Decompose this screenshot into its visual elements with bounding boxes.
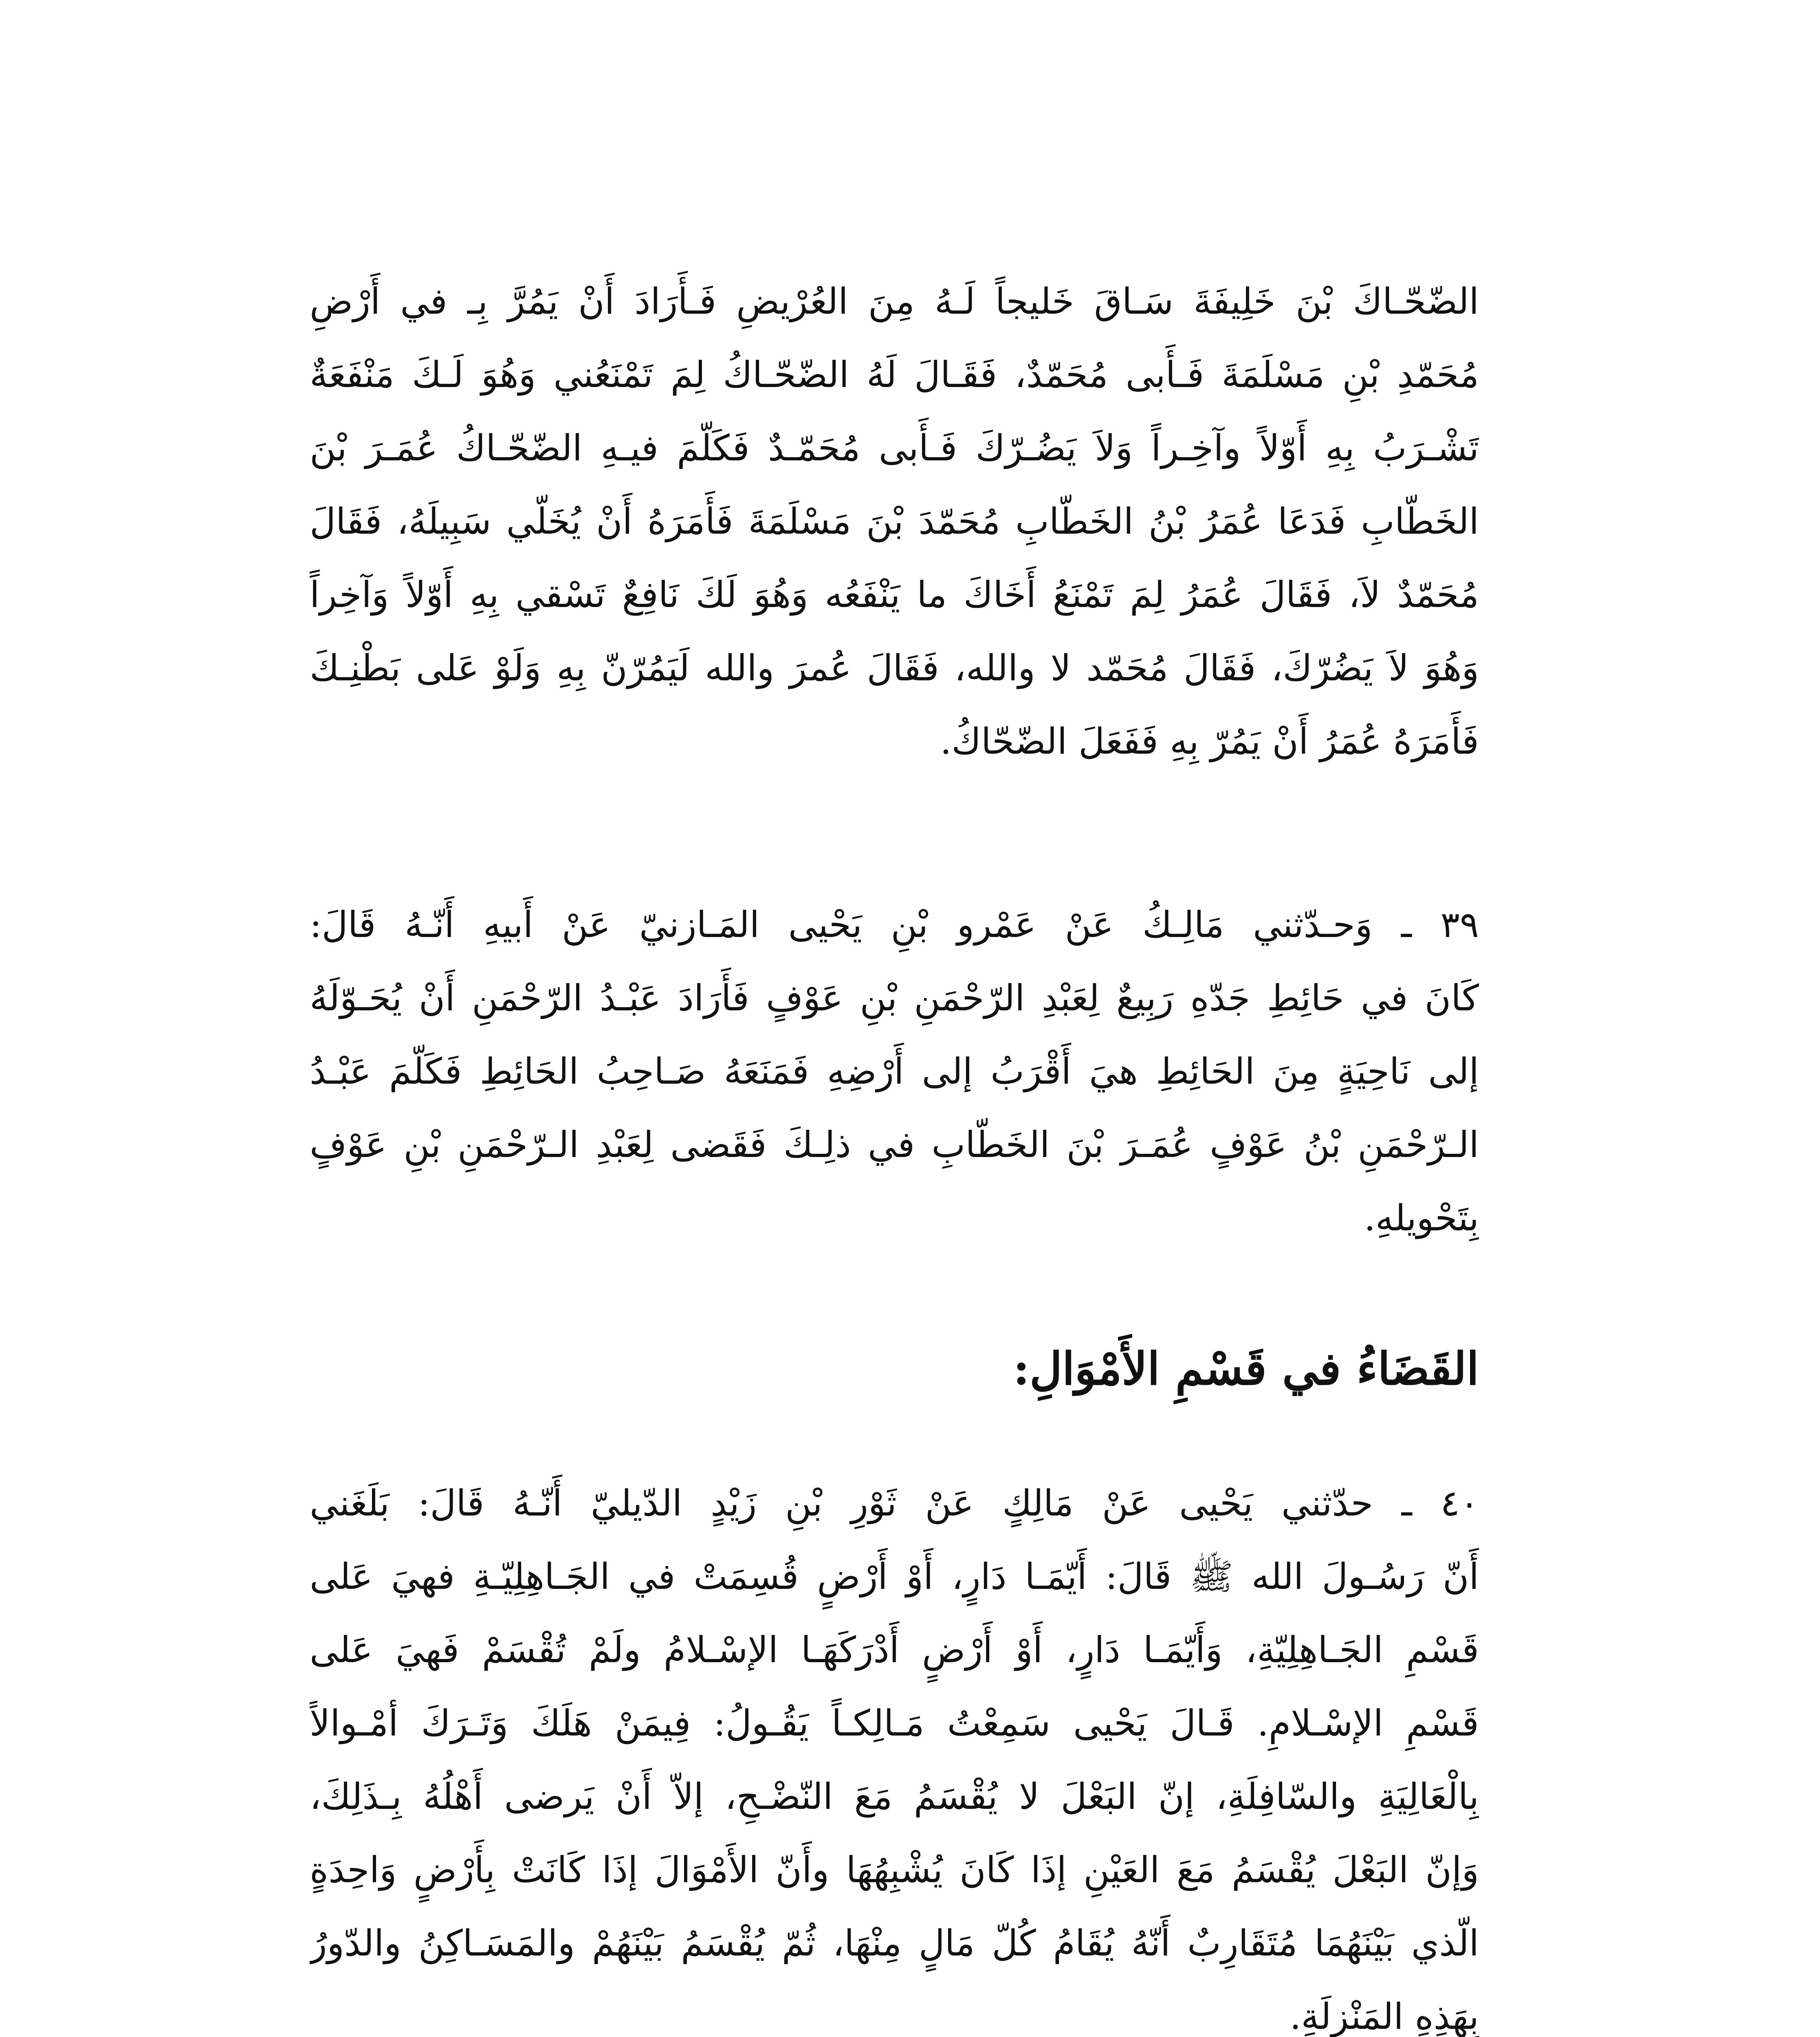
text-line: مُحَمّدِ بْنِ مَسْلَمَةَ فَـأَبى مُحَمّدٌ، فَقَـالَ لَهُ الضّحّـاكُ لِمَ تَمْنَعُني وَهُوَ لَـكَ مَنْفَعَةٌ bbox=[310, 354, 1479, 396]
text-line: مُحَمّدٌ لاَ، فَقَالَ عُمَرُ لِمَ تَمْنَعُ أَخَاكَ ما يَنْفَعُه وَهُوَ لَكَ نَافِعٌ تَسْقي بِهِ أَوّلاً وَآخِراً bbox=[310, 574, 1479, 616]
text-line: ٣٩ ـ وَحـدّثني مَالِـكُ عَنْ عَمْرو بْنِ يَحْيى المَـازنيّ عَنْ أَبيهِ أَنّـهُ قَالَ: bbox=[310, 904, 1479, 946]
paragraph-continuation bbox=[310, 265, 1479, 778]
text-line: بِالْعَالِيَةِ والسّافِلَةِ، إنّ البَعْلَ لا يُقْسَمُ مَعَ النّضْـحِ، إلاّ أَنْ يَرضى أَهْلُهُ بِـذَلِكَ، bbox=[310, 1775, 1479, 1817]
text-line: بِتَحْويلهِ. bbox=[1364, 1197, 1479, 1239]
text-line: فَأَمَرَهُ عُمَرُ أَنْ يَمُرّ بِهِ فَفَعَلَ الضّحّاكُ. bbox=[940, 720, 1479, 762]
text-line: إلى نَاحِيَةٍ مِنَ الحَائِطِ هيَ أَقْرَبُ إلى أَرْضِهِ فَمَنَعَهُ صَـاحِبُ الحَائِطِ فَكَلّمَ عَبْـدُ bbox=[310, 1050, 1479, 1092]
text-line: تَشْـرَبُ بِهِ أَوّلاً وآخِـراً وَلاَ يَضُـرّكَ فَـأَبى مُحَمّـدٌ فَكَلّمَ فيـهِ الضّحّـاكُ عُمَـرَ بْنَ bbox=[310, 427, 1479, 469]
text-line: قَسْمِ الجَـاهِلِيّةِ، وَأَيّمَـا دَارٍ، أَوْ أَرْضٍ أَدْرَكَهَـا الإسْـلامُ ولَمْ تُقْسَمْ فَهيَ عَلى bbox=[310, 1629, 1479, 1671]
text-line: الضّحّـاكَ بْنَ خَلِيفَةَ سَـاقَ خَليجاً لَـهُ مِنَ العُرْيضِ فَـأَرَادَ أَنْ يَمُرَّ بِـ في أَرْضِ bbox=[310, 280, 1479, 322]
text-line: أَنّ رَسُـولَ الله ﷺ قَالَ: أَيّمَـا دَارٍ، أَوْ أَرْضٍ قُسِمَتْ في الجَـاهِلِيّـةِ فهيَ عَلى bbox=[310, 1555, 1479, 1597]
paragraph-39 bbox=[310, 888, 1479, 1255]
section-heading: القَضَاءُ في قَسْمِ الأَمْوَالِ: bbox=[1013, 1342, 1479, 1395]
text-line: الـرّحْمَنِ بْنُ عَوْفٍ عُمَـرَ بْنَ الخَطّابِ في ذلِـكَ فَقَضى لِعَبْدِ الـرّحْمَنِ بْنِ عَوْفٍ bbox=[310, 1124, 1479, 1166]
text-line: الخَطّابِ فَدَعَا عُمَرُ بْنُ الخَطّابِ مُحَمّدَ بْنَ مَسْلَمَةَ فَأَمَرَهُ أَنْ يُخَلّي سَبِيلَهُ، فَقَالَ bbox=[310, 500, 1479, 542]
text-line: كَانَ في حَائِطِ جَدّهِ رَبِيعٌ لِعَبْدِ الرّحْمَنِ بْنِ عَوْفٍ فَأَرَادَ عَبْـدُ الرّحْمَنِ أَنْ يُحَـوّلَهُ bbox=[310, 977, 1479, 1019]
text-line: ٤٠ ـ حدّثني يَحْيى عَنْ مَالِكٍ عَنْ ثَوْرِ بْنِ زَيْدٍ الدّيليّ أَنّـهُ قَالَ: بَلَغَني bbox=[310, 1482, 1479, 1524]
paragraph-40 bbox=[310, 1467, 1479, 2037]
text-line: وَهُوَ لاَ يَضُرّكَ، فَقَالَ مُحَمّد لا والله، فَقَالَ عُمرَ والله لَيَمُرّنّ بِهِ وَلَوْ عَلى بَطْنِـكَ bbox=[310, 647, 1479, 689]
text-line: بِهَذِهِ المَنْزِلَةِ. bbox=[1290, 1995, 1479, 2037]
text-line: قَسْمِ الإسْـلامِ. قَـالَ يَحْيى سَمِعْتُ مَـالِكـاً يَقُـولُ: فِيمَنْ هَلَكَ وَتَـرَكَ أمْـوالاً bbox=[310, 1702, 1479, 1744]
text-line: وَإنّ البَعْلَ يُقْسَمُ مَعَ العَيْنِ إذَا كَانَ يُشْبِهُهَا وأَنّ الأَمْوَالَ إذَا كَانَتْ بِأَرْضٍ وَاحِدَةٍ bbox=[310, 1849, 1479, 1891]
text-line: الّذي بَيْنَهُمَا مُتَقَارِبٌ أَنّهُ يُقَامُ كُلّ مَالٍ مِنْهَا، ثُمّ يُقْسَمُ بَيْنَهُمْ والمَسَـاكِنُ والدّورُ bbox=[310, 1922, 1479, 1964]
